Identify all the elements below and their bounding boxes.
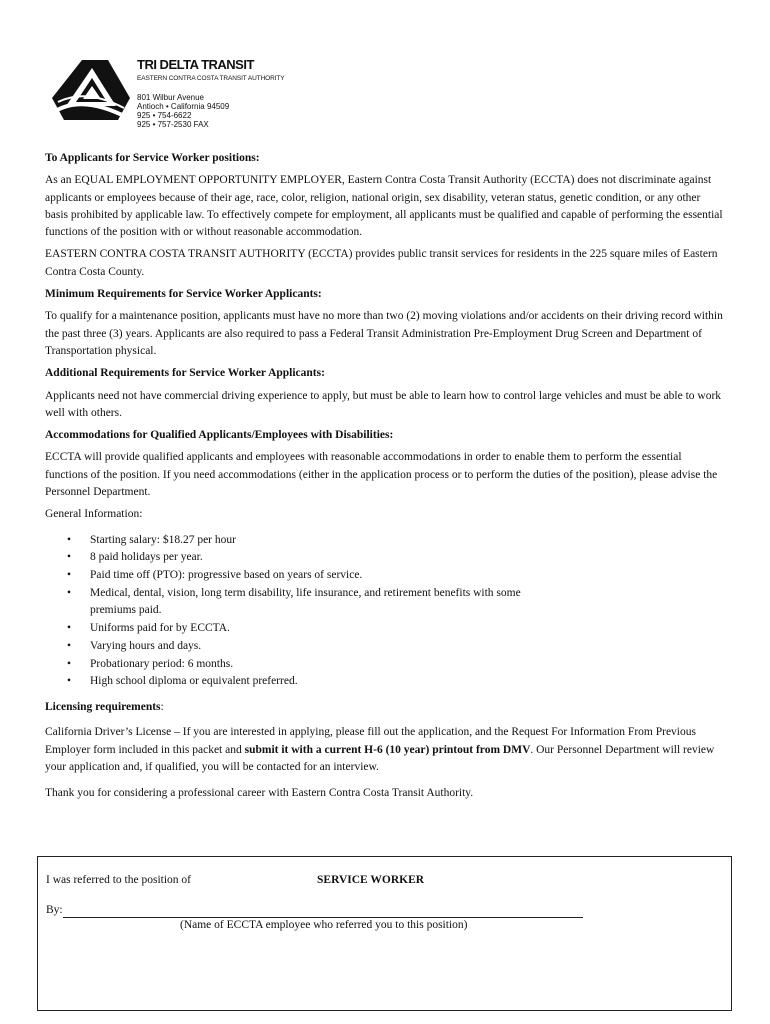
bullet-icon: •: [67, 639, 72, 652]
list-item: [45, 532, 725, 550]
additional-requirements-text: Applicants need not have commercial driving experience to apply, but must be able to learn how to control large vehicles and must be able to work well with others.: [45, 389, 722, 419]
bullet-icon: •: [67, 657, 72, 670]
closing-paragraph: Thank you for considering a professional career with Eastern Contra Costa Transit Authority.: [45, 787, 474, 800]
org-contact: [137, 93, 285, 129]
eeo-paragraph: As an EQUAL EMPLOYMENT OPPORTUNITY EMPLOYER, Eastern Contra Costa Transit Authority (ECCTA) does not discriminate against applicants or employees because of their age, race, color, religion, national origin, sex disability, veteran status, genetic condition, or any other basis prohibited by applicable law. To effectively compete for employment, all applicants must be qualified and capable of performing the essential functions of the position with or without reasonable accommodation.: [45, 174, 723, 239]
licensing-label: Licensing requirements: [45, 700, 161, 713]
list-item-text: Starting salary: $18.27 per hour: [90, 533, 236, 546]
referral-box: [37, 856, 732, 1011]
list-item-text: Varying hours and days.: [90, 639, 202, 652]
tri-delta-transit-logo-icon: [52, 58, 130, 124]
bullet-icon: •: [67, 533, 72, 546]
minimum-requirements-heading: Minimum Requirements for Service Worker Applicants:: [45, 288, 322, 301]
general-information-heading: General Information:: [45, 508, 143, 521]
referral-label: I was referred to the position of: [46, 874, 191, 886]
licensing-text: [45, 724, 725, 776]
list-item-text: 8 paid holidays per year.: [90, 551, 203, 564]
org-subtitle: EASTERN CONTRA COSTA TRANSIT AUTHORITY: [137, 75, 285, 82]
list-item-text: Medical, dental, vision, long term disability, life insurance, and retirement benefits with some premiums paid.: [90, 586, 521, 617]
list-item: [45, 638, 725, 656]
licensing-text-emphasis: submit it with a current H-6 (10 year) printout from DMV: [244, 743, 531, 756]
org-name: TRI DELTA TRANSIT: [137, 57, 254, 72]
licensing-text-end: . Our Personnel Department will review your application and, if qualified, you will be contacted for an interview.: [45, 743, 715, 773]
intro-heading: To Applicants for Service Worker positions:: [45, 152, 260, 164]
list-item-text: High school diploma or equivalent preferred.: [90, 675, 298, 688]
licensing-colon: :: [160, 700, 164, 713]
address-line-1: 801 Wilbur Avenue: [137, 93, 205, 102]
referral-position: SERVICE WORKER: [317, 874, 425, 886]
bullet-icon: •: [67, 586, 72, 599]
licensing-heading: [45, 699, 725, 716]
accommodations-text: ECCTA will provide qualified applicants and employees with reasonable accommodations in order to enable them to perform the essential functions of the position. If you need accommodations (either in the application process or to perform the duties of the position), please advise the Personnel Department.: [45, 451, 718, 499]
list-item: [45, 549, 725, 567]
address-line-2: Antioch • California 94509: [137, 102, 230, 111]
general-information-list: [45, 532, 725, 691]
bullet-icon: •: [67, 622, 72, 635]
additional-requirements-heading: Additional Requirements for Service Worker Applicants:: [45, 367, 325, 380]
phone: 925 • 754-6622: [137, 111, 192, 120]
list-item-text: Paid time off (PTO): progressive based on years of service.: [90, 569, 363, 582]
referred-by-caption: (Name of ECCTA employee who referred you to this position): [180, 919, 468, 931]
list-item: [45, 673, 725, 691]
document-body: [45, 150, 725, 807]
list-item-text: Probationary period: 6 months.: [90, 657, 234, 670]
referred-by-label: By:: [46, 904, 63, 916]
list-item: [45, 585, 725, 620]
list-item: [45, 620, 725, 638]
letterhead: [52, 56, 352, 136]
about-paragraph: EASTERN CONTRA COSTA TRANSIT AUTHORITY (ECCTA) provides public transit services for residents in the 225 square miles of Eastern Contra Costa County.: [45, 248, 718, 278]
bullet-icon: •: [67, 675, 72, 688]
list-item: [45, 656, 725, 674]
bullet-icon: •: [67, 569, 72, 582]
organization-block: [137, 56, 285, 129]
licensing-text-start: California Driver’s License – If you are interested in applying, please fill out the application, and the Request For Information From Previous Employer form included in this packet and: [45, 726, 696, 756]
list-item: [45, 567, 725, 585]
accommodations-heading: Accommodations for Qualified Applicants/Employees with Disabilities:: [45, 429, 394, 442]
minimum-requirements-text: To qualify for a maintenance position, applicants must have no more than two (2) moving violations and/or accidents on their driving record within the past three (3) years. Applicants are also required to pass a Federal Transit Administration Pre-Employment Drug Screen and Department of Transportation physical.: [45, 310, 723, 357]
list-item-text: Uniforms paid for by ECCTA.: [90, 622, 230, 635]
fax: 925 • 757-2530 FAX: [137, 120, 209, 129]
bullet-icon: •: [67, 551, 72, 564]
referred-by-input-line[interactable]: [63, 917, 583, 918]
